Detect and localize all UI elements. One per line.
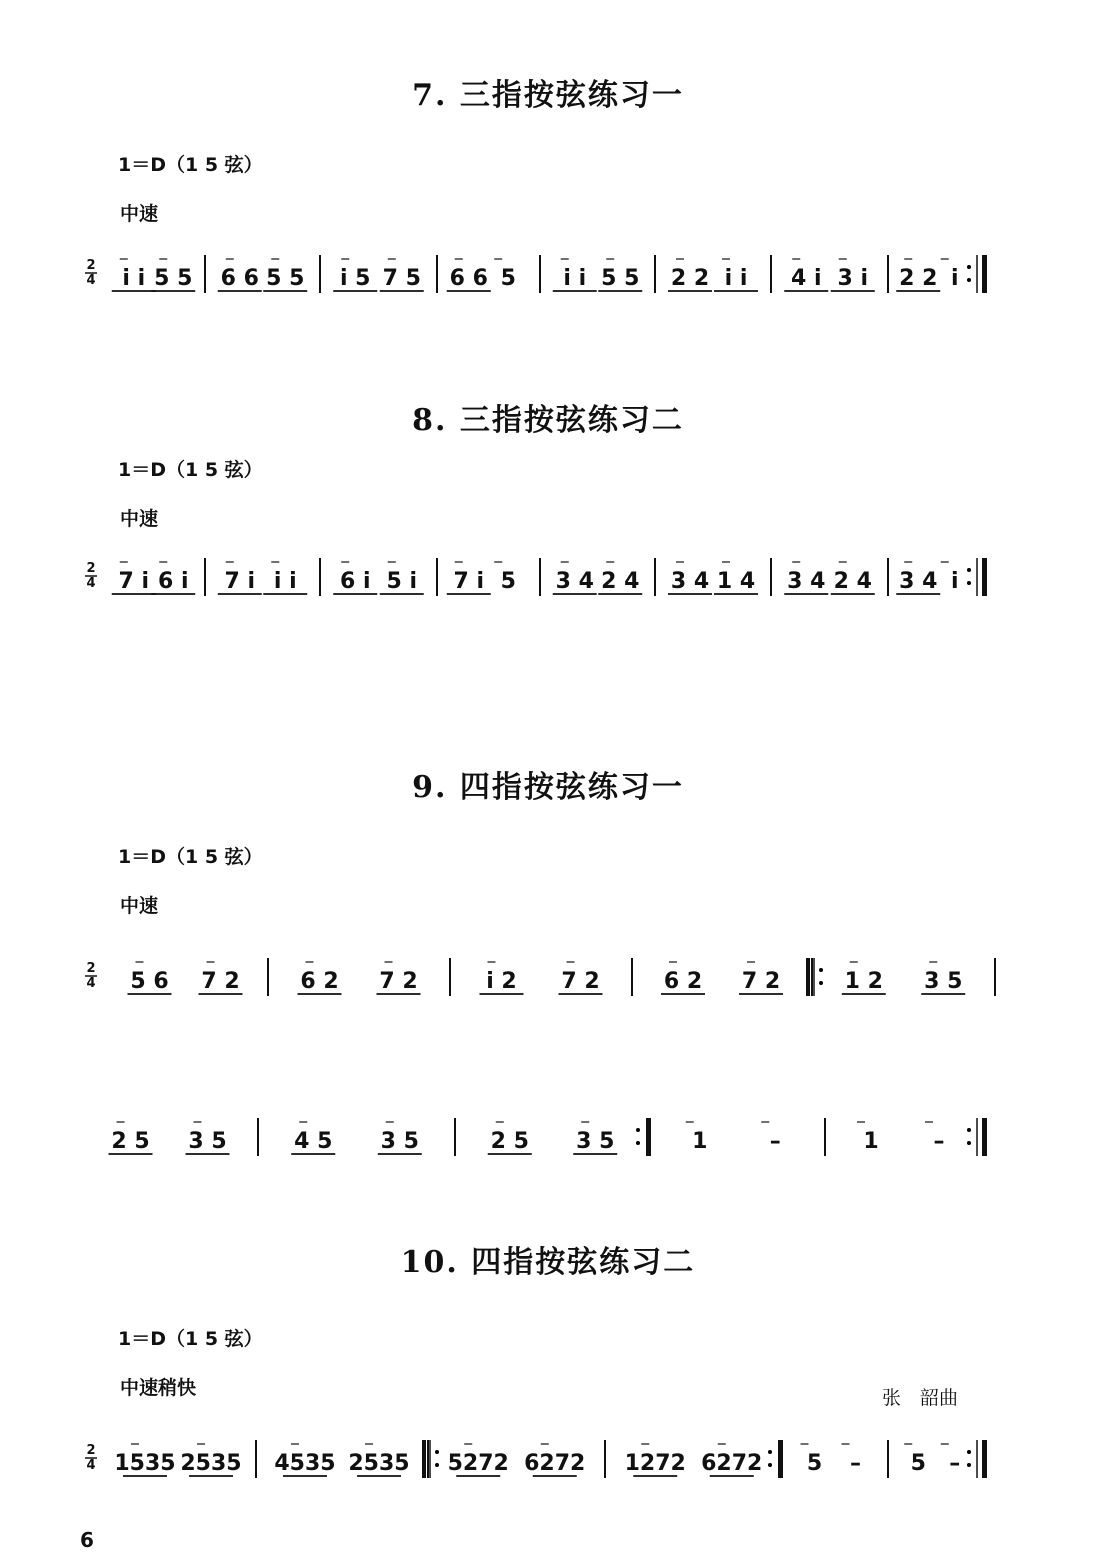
final-barline-thick [982, 255, 987, 293]
note-group: 3 5 [188, 1129, 227, 1154]
note-group: 1 2 [844, 969, 883, 994]
note-group: 5 [806, 1451, 823, 1476]
note-group: 3 5 [924, 969, 963, 994]
note-group: 5 [500, 569, 516, 594]
note-group: i i [273, 569, 297, 594]
note-group: 7 5 [382, 266, 421, 291]
note-group: 5 6 [130, 969, 169, 994]
repeat-dot [636, 1141, 640, 1145]
exercise-8-tempo: 中速 [120, 508, 159, 530]
time-sig-bottom: 4 [86, 273, 96, 288]
exercise-9-key: 1＝D（1 5 弦） [118, 846, 263, 868]
note-group: 3 4 [670, 569, 710, 594]
note-group: 3 5 [576, 1129, 615, 1154]
composer-credit: 张 韶曲 [882, 1387, 959, 1409]
note-group: – [949, 1451, 961, 1476]
note-group: 2535 [180, 1451, 242, 1476]
note-group: 1 [863, 1129, 879, 1154]
note-group: i i [563, 266, 587, 291]
note-group: 4 5 [294, 1129, 333, 1154]
final-barline-thick [982, 1440, 987, 1478]
repeat-dot [967, 568, 971, 572]
note-group: 6 6 [449, 266, 488, 291]
exercise-10-key: 1＝D（1 5 弦） [118, 1328, 263, 1350]
note-group: 5 [500, 266, 516, 291]
note-group: 6 i [339, 569, 371, 594]
note-group: 4 i [790, 266, 822, 291]
note-group: 2 5 [490, 1129, 529, 1154]
note-group: i 2 [486, 969, 517, 994]
repeat-dot [435, 1450, 439, 1454]
repeat-dot [967, 1141, 971, 1145]
exercise-8-title: 8. 三指按弦练习二 [412, 403, 684, 438]
note-group: 6 2 [300, 969, 339, 994]
exercise-8-key: 1＝D（1 5 弦） [118, 459, 263, 481]
note-group: 3 4 [787, 569, 826, 594]
note-group: 7 i [224, 569, 256, 594]
repeat-dot [768, 1463, 772, 1467]
repeat-dot [819, 981, 823, 985]
note-group: 6 2 [663, 969, 703, 994]
repeat-dot [967, 1128, 971, 1132]
exercise-7-title: 7. 三指按弦练习一 [412, 78, 684, 113]
note-group: 3 4 [899, 569, 938, 594]
note-group: 1535 [114, 1451, 176, 1476]
time-sig-bottom: 4 [86, 1458, 96, 1473]
note-group: i [950, 569, 959, 594]
note-group: i i [122, 266, 146, 291]
note-group: 6272 [701, 1451, 763, 1476]
exercise-7-key: 1＝D（1 5 弦） [118, 154, 263, 176]
exercise-7-tempo: 中速 [120, 203, 159, 225]
exercise-9-title: 9. 四指按弦练习一 [412, 770, 684, 805]
note-group: 7 i [453, 569, 485, 594]
note-group: i [950, 266, 959, 291]
repeat-dot [967, 278, 971, 282]
note-group: 5 5 [154, 266, 193, 291]
note-group: 1272 [624, 1451, 686, 1476]
note-group: 1 [692, 1129, 708, 1154]
time-sig-bottom: 4 [86, 976, 96, 991]
repeat-dot [967, 581, 971, 585]
note-group: – [933, 1129, 945, 1154]
time-sig-bottom: 4 [86, 576, 96, 591]
note-group: i i [724, 266, 748, 291]
note-group: 5 i [386, 569, 418, 594]
repeat-dot [967, 1463, 971, 1467]
exercise-10-title: 10. 四指按弦练习二 [400, 1245, 696, 1280]
final-barline-thick [982, 1118, 987, 1156]
note-group: 2 2 [670, 266, 710, 291]
note-group: 7 2 [201, 969, 240, 994]
time-sig-top: 2 [86, 258, 96, 273]
note-group: – [850, 1451, 861, 1476]
repeat-dot [967, 265, 971, 269]
note-group: 3 4 [555, 569, 594, 594]
repeat-end-thick [646, 1118, 650, 1156]
note-group: 2 4 [833, 569, 872, 594]
note-group: 7 i [118, 569, 150, 594]
note-group: 6272 [524, 1451, 586, 1476]
repeat-dot [435, 1463, 439, 1467]
note-group: 5 5 [266, 266, 305, 291]
note-group: 3 5 [380, 1129, 419, 1154]
note-group: 7 2 [561, 969, 600, 994]
note-group: 6 6 [220, 266, 259, 291]
final-barline-thick [982, 558, 987, 596]
note-group: 7 2 [379, 969, 418, 994]
note-group: – [769, 1129, 781, 1154]
time-sig-top: 2 [86, 1443, 96, 1458]
note-group: 5272 [447, 1451, 509, 1476]
exercise-9-tempo: 中速 [120, 895, 159, 917]
repeat-dot [636, 1128, 640, 1132]
time-sig-top: 2 [86, 561, 96, 576]
repeat-dot [967, 1450, 971, 1454]
note-group: 1 4 [716, 569, 756, 594]
repeat-dot [768, 1450, 772, 1454]
note-group: 3 i [837, 266, 869, 291]
note-group: 7 2 [741, 969, 781, 994]
repeat-dot [819, 968, 823, 972]
note-group: 2535 [348, 1451, 410, 1476]
page-number: 6 [80, 1528, 94, 1552]
repeat-start-thick [806, 958, 810, 996]
note-group: i 5 [339, 266, 371, 291]
note-group: 5 [910, 1451, 926, 1476]
note-group: 6 i [157, 569, 189, 594]
repeat-start-thick [422, 1440, 426, 1478]
exercise-10-tempo: 中速稍快 [120, 1377, 197, 1399]
note-group: 4535 [274, 1451, 336, 1476]
note-group: 5 5 [601, 266, 640, 291]
time-sig-top: 2 [86, 961, 96, 976]
note-group: 2 2 [899, 266, 938, 291]
note-group: 2 5 [111, 1129, 150, 1154]
repeat-end-thick [778, 1440, 782, 1478]
note-group: 2 4 [601, 569, 640, 594]
